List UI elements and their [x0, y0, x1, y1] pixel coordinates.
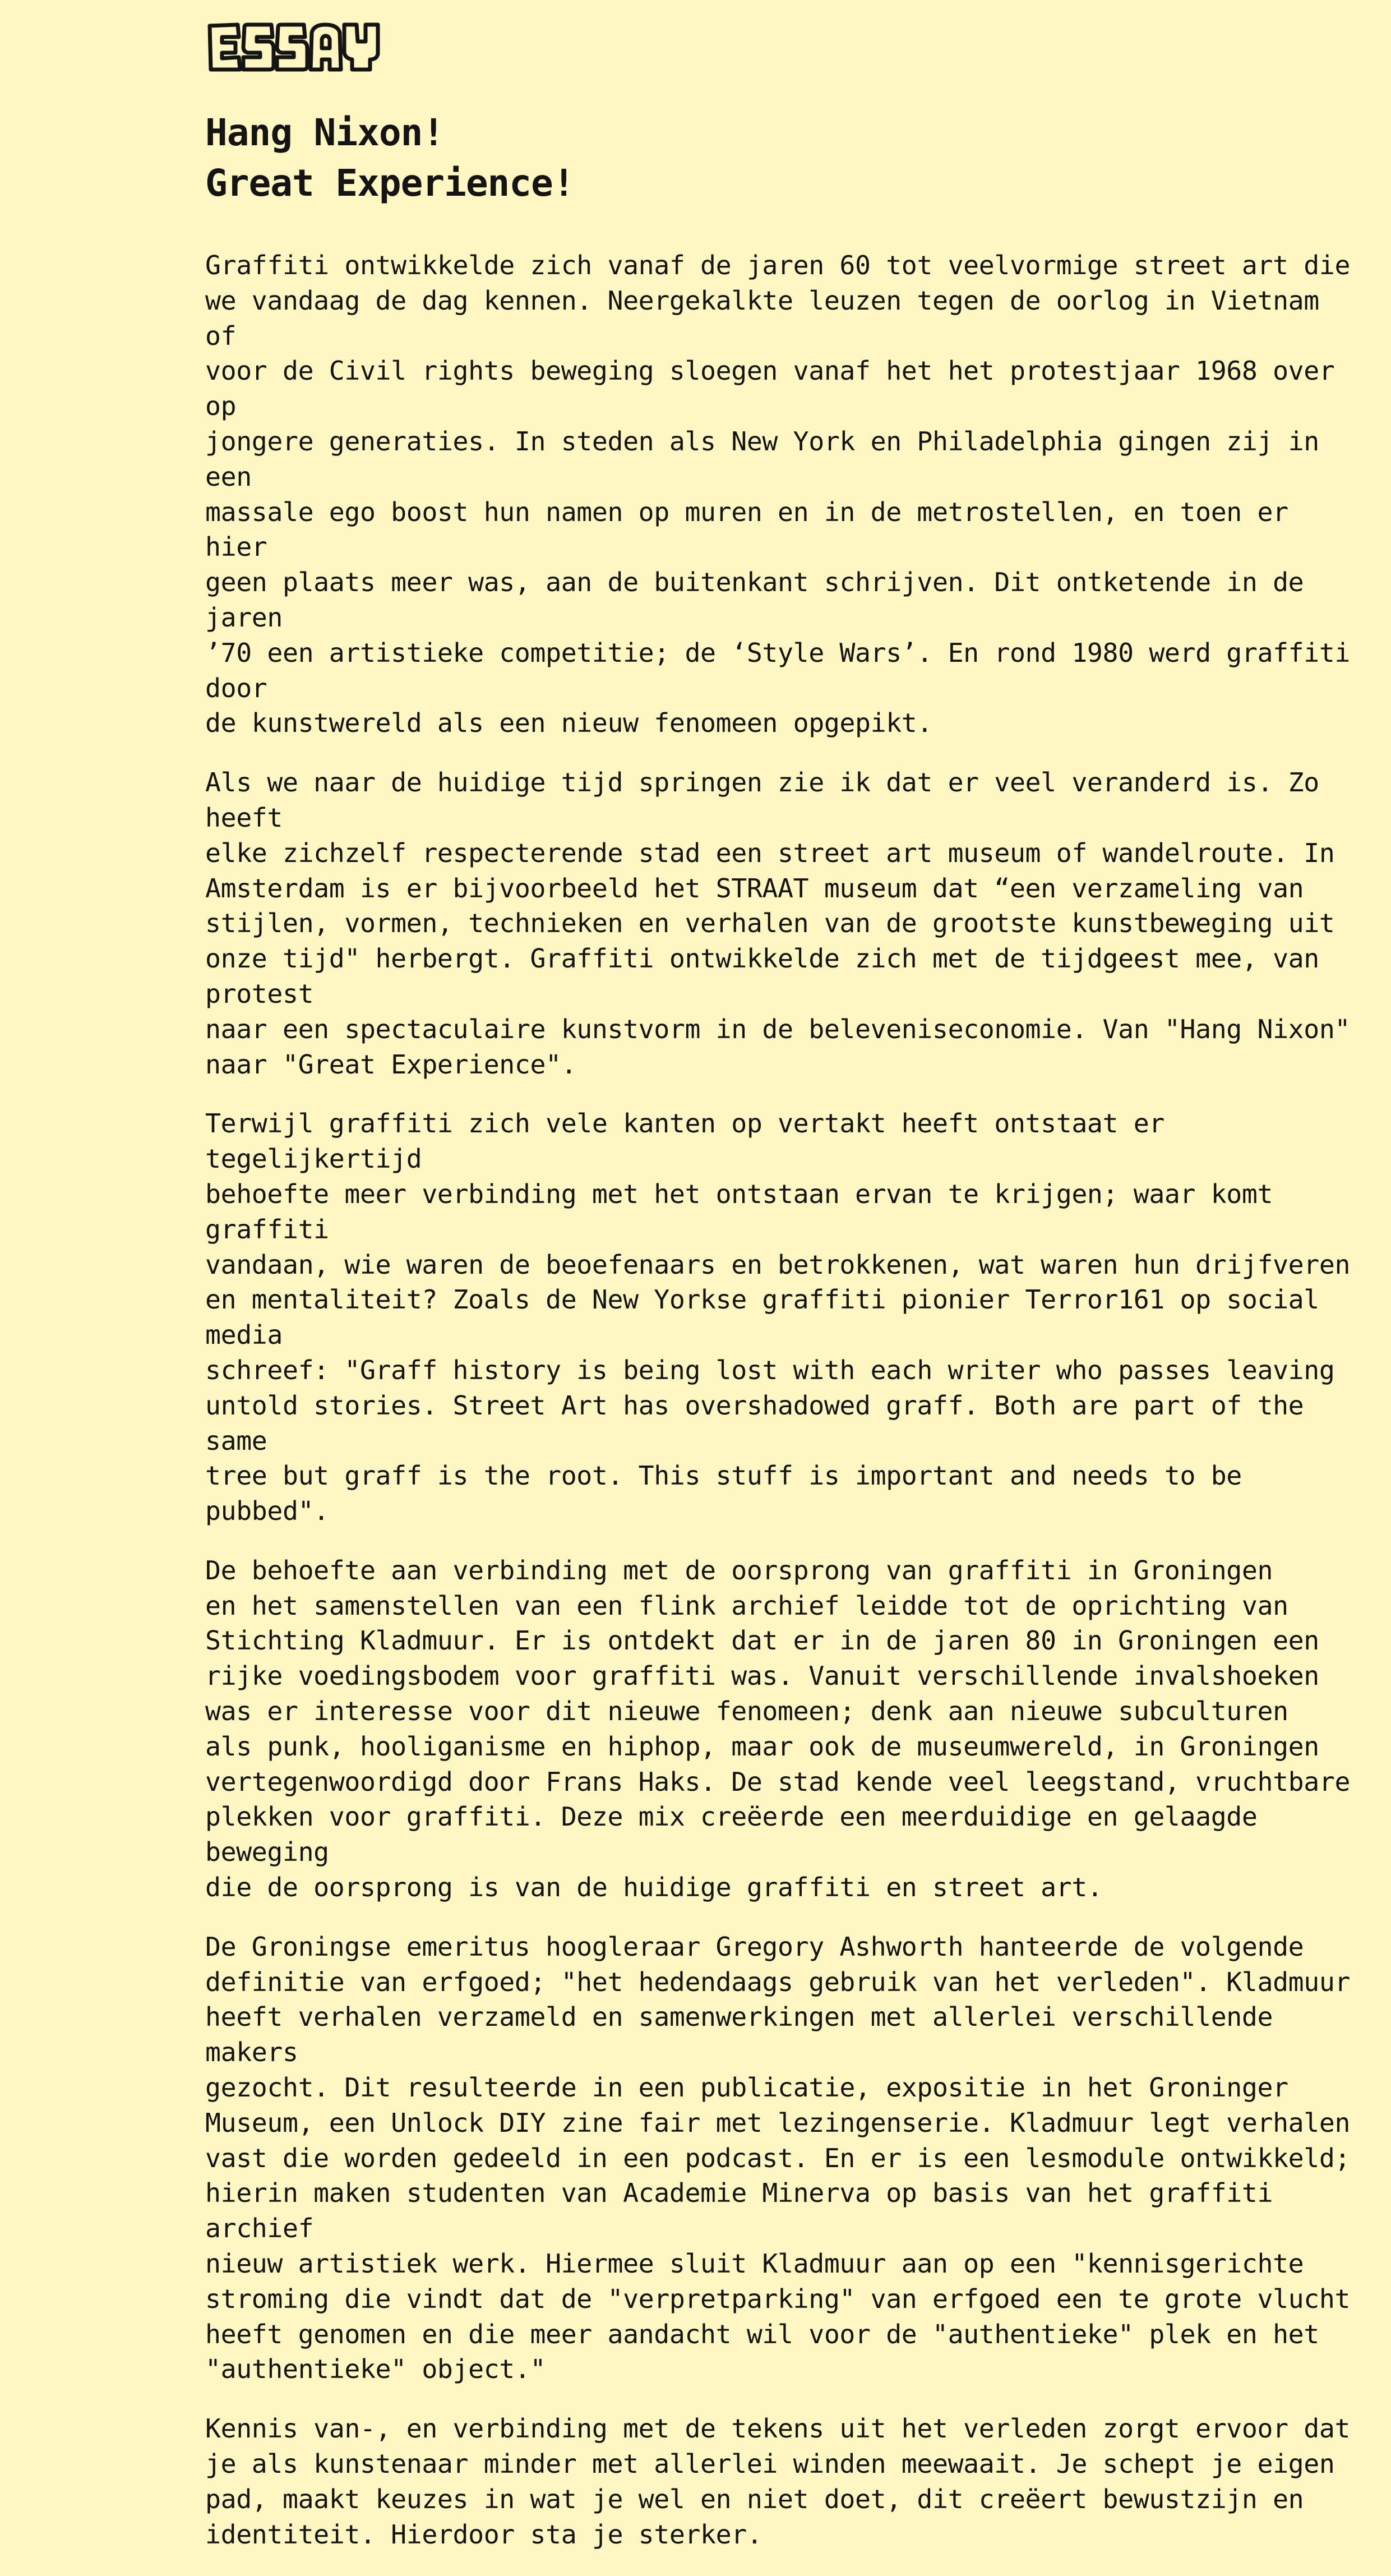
paragraph-1: Graffiti ontwikkelde zich vanaf de jaren 60 tot veelvormige street art die we vandaag de dag kennen. Neergekalkte leuzen tegen de oorlog in Vietnam of voor de Civil rights beweging sloegen vanaf het het protestjaar 1968 over op jongere generaties. In steden als New York en Philadelphia gingen zij in een massale ego boost hun namen op muren en in de metrostellen, en toen er hier geen plaats meer was, aan de buitenkant schrijven. Dit ontketende in de jaren ’70 een artistieke competitie; de ‘Style Wars’. En rond 1980 werd graffiti door de kunstwereld als een nieuw fenomeen opgepikt. — [205, 250, 1351, 739]
essay-body — [205, 248, 1352, 2552]
paragraph-2: Als we naar de huidige tijd springen zie ik dat er veel veranderd is. Zo heeft elke zichzelf respecterende stad een street art museum of wandelroute. In Amsterdam is er bijvoorbeeld het STRAAT museum dat “een verzameling van stijlen, vormen, technieken en verhalen van de grootste kunstbeweging uit onze tijd" herbergt. Graffiti ontwikkelde zich met de tijdgeest mee, van protest naar een spectaculaire kunstvorm in de beleveniseconomie. Van "Hang Nixon" naar "Great Experience". — [205, 767, 1351, 1080]
essay-logo — [205, 20, 383, 74]
essay-page — [205, 20, 1352, 2576]
paragraph-6: Kennis van-, en verbinding met de tekens uit het verleden zorgt ervoor dat je als kunstenaar minder met allerlei winden meewaait. Je schept je eigen pad, maakt keuzes in wat je wel en niet doet, dit creëert bewustzijn en identiteit. Hierdoor sta je sterker. — [205, 2413, 1351, 2550]
title-line-2: Great Experience! — [205, 162, 575, 205]
title-line-1: Hang Nixon! — [205, 111, 445, 154]
paragraph-4: De behoefte aan verbinding met de oorsprong van graffiti in Groningen en het samenstellen van een flink archief leidde tot de oprichting van Stichting Kladmuur. Er is ontdekt dat er in de jaren 80 in Groningen een rijke voedingsbodem voor graffiti was. Vanuit verschillende invalshoeken was er interesse voor dit nieuwe fenomeen; denk aan nieuwe subculturen als punk, hooliganisme en hiphop, maar ook de museumwereld, in Groningen vertegenwoordigd door Frans Haks. De stad kende veel leegstand, vruchtbare plekken voor graffiti. Deze mix creëerde een meerduidige en gelaagde beweging die de oorsprong is van de huidige graffiti en street art. — [205, 1555, 1351, 1903]
essay-title — [205, 108, 1352, 209]
paragraph-3: Terwijl graffiti zich vele kanten op vertakt heeft ontstaat er tegelijkertijd behoefte meer verbinding met het ontstaan ervan te krijgen; waar komt graffiti vandaan, wie waren de beoefenaars en betrokkenen, wat waren hun drijfveren en mentaliteit? Zoals de New Yorkse graffiti pionier Terror161 op social media schreef: "Graff history is being lost with each writer who passes leaving untold stories. Street Art has overshadowed graff. Both are part of the same tree but graff is the root. This stuff is important and needs to be pubbed". — [205, 1108, 1351, 1527]
paragraph-5: De Groningse emeritus hoogleraar Gregory Ashworth hanteerde de volgende definitie van erfgoed; "het hedendaags gebruik van het verleden". Kladmuur heeft verhalen verzameld en samenwerkingen met allerlei verschillende makers gezocht. Dit resulteerde in een publicatie, expositie in het Groninger Museum, een Unlock DIY zine fair met lezingenserie. Kladmuur legt verhalen vast die worden gedeeld in een podcast. En er is een lesmodule ontwikkeld; hierin maken studenten van Academie Minerva op basis van het graffiti archief nieuw artistiek werk. Hiermee sluit Kladmuur aan op een "kennisgerichte stroming die vindt dat de "verpretparking" van erfgoed een te grote vlucht heeft genomen en die meer aandacht wil voor de "authentieke" plek en het "authentieke" object." — [205, 1931, 1351, 2385]
